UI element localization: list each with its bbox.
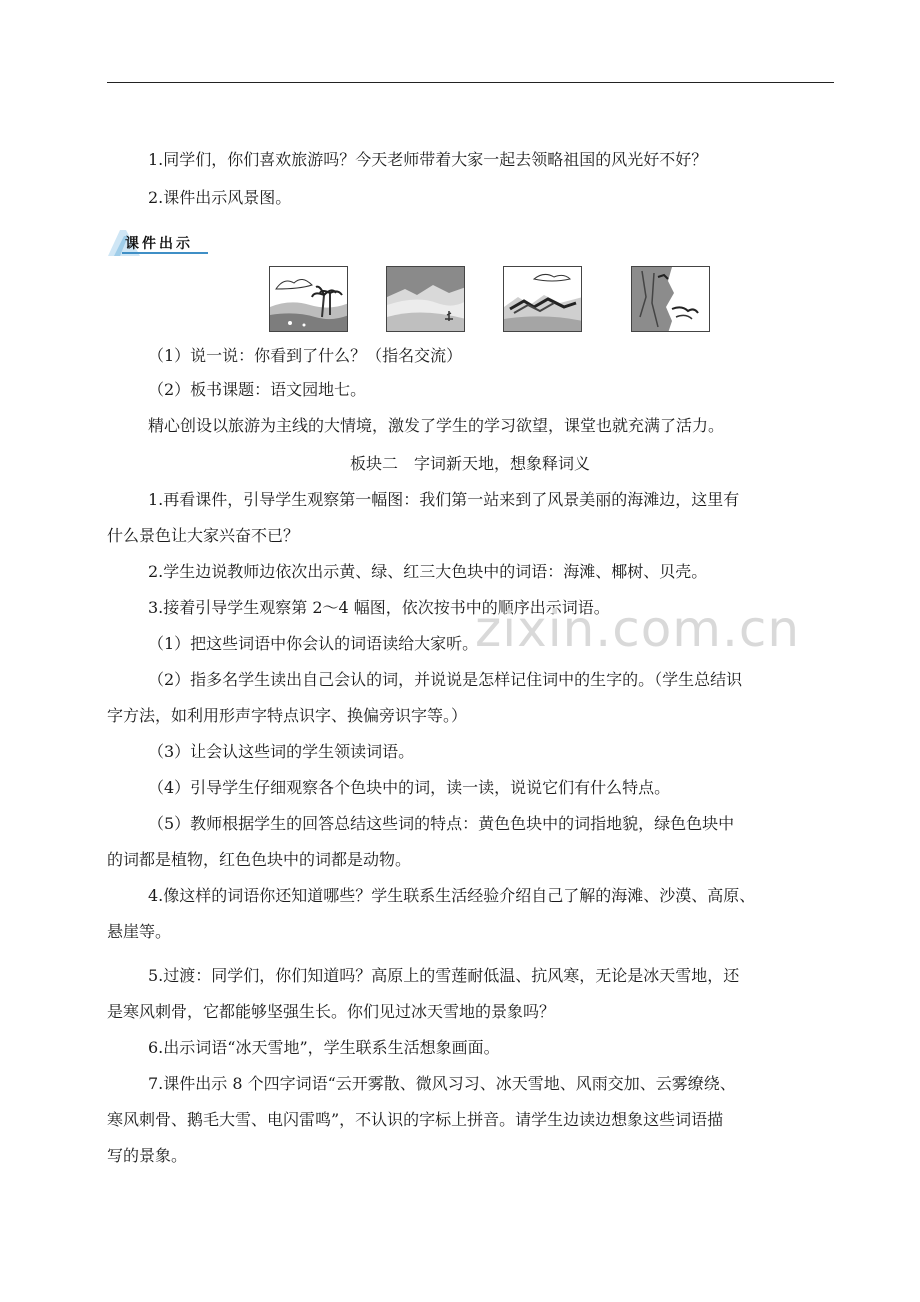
body-line: （2）指多名学生读出自己会认的词，并说说是怎样记住词中的生字的。（学生总结识 bbox=[148, 670, 743, 689]
body-line: 什么景色让大家兴奋不已？ bbox=[107, 526, 300, 545]
body-line: （5）教师根据学生的回答总结这些词的特点：黄色色块中的词指地貌，绿色色块中 bbox=[148, 814, 735, 833]
intro-line-2: 2.课件出示风景图。 bbox=[148, 188, 292, 207]
desert-scene-image bbox=[386, 266, 465, 332]
intro-line-1: 1.同学们，你们喜欢旅游吗？今天老师带着大家一起去领略祖国的风光好不好？ bbox=[148, 150, 708, 169]
part1-line-1: （1）说一说：你看到了什么？（指名交流） bbox=[148, 346, 463, 365]
comment-text: 精心创设以旅游为主线的大情境，激发了学生的学习欲望，课堂也就充满了活力。 bbox=[148, 416, 725, 435]
body-line: 是寒风刺骨，它都能够坚强生长。你们见过冰天雪地的景象吗？ bbox=[107, 1002, 556, 1021]
body-line: 6.出示词语“冰天雪地”，学生联系生活想象画面。 bbox=[148, 1038, 500, 1057]
header-rule bbox=[107, 82, 834, 83]
body-line: （1）把这些词语中你会认的词语读给大家听。 bbox=[148, 634, 479, 653]
body-line: 7.课件出示 8 个四字词语“云开雾散、微风习习、冰天雪地、风雨交加、云雾缭绕、 bbox=[148, 1074, 736, 1093]
section-title: 板块二 字词新天地，想象释词义 bbox=[350, 454, 591, 473]
plateau-scene-image bbox=[503, 266, 582, 332]
cliff-scene-image bbox=[631, 266, 710, 332]
courseware-label: 课件出示 bbox=[125, 236, 193, 252]
body-line: 5.过渡：同学们，你们知道吗？高原上的雪莲耐低温、抗风寒，无论是冰天雪地，还 bbox=[148, 966, 740, 985]
body-line: （4）引导学生仔细观察各个色块中的词，读一读，说说它们有什么特点。 bbox=[148, 778, 671, 797]
body-line: 字方法，如利用形声字特点识字、换偏旁识字等。） bbox=[107, 706, 468, 725]
body-line: 写的景象。 bbox=[107, 1146, 188, 1165]
body-line: 寒风刺骨、鹅毛大雪、电闪雷鸣”，不认识的字标上拼音。请学生边读边想象这些词语描 bbox=[107, 1110, 724, 1129]
body-line: 4.像这样的词语你还知道哪些？学生联系生活经验介绍自己了解的海滩、沙漠、高原、 bbox=[148, 886, 756, 905]
part1-line-2: （2）板书课题：语文园地七。 bbox=[148, 380, 367, 399]
body-line: （3）让会认这些词的学生领读词语。 bbox=[148, 742, 415, 761]
watermark: zixin.com.cn bbox=[475, 600, 801, 658]
body-line: 2.学生边说教师边依次出示黄、绿、红三大色块中的词语：海滩、椰树、贝壳。 bbox=[148, 562, 708, 581]
body-line: 3.接着引导学生观察第 2～4 幅图，依次按书中的顺序出示词语。 bbox=[148, 598, 610, 617]
body-line: 1.再看课件，引导学生观察第一幅图：我们第一站来到了风景美丽的海滩边，这里有 bbox=[148, 490, 740, 509]
body-line: 的词都是植物，红色色块中的词都是动物。 bbox=[107, 850, 412, 869]
body-line: 悬崖等。 bbox=[107, 922, 172, 941]
beach-scene-image bbox=[269, 266, 348, 332]
